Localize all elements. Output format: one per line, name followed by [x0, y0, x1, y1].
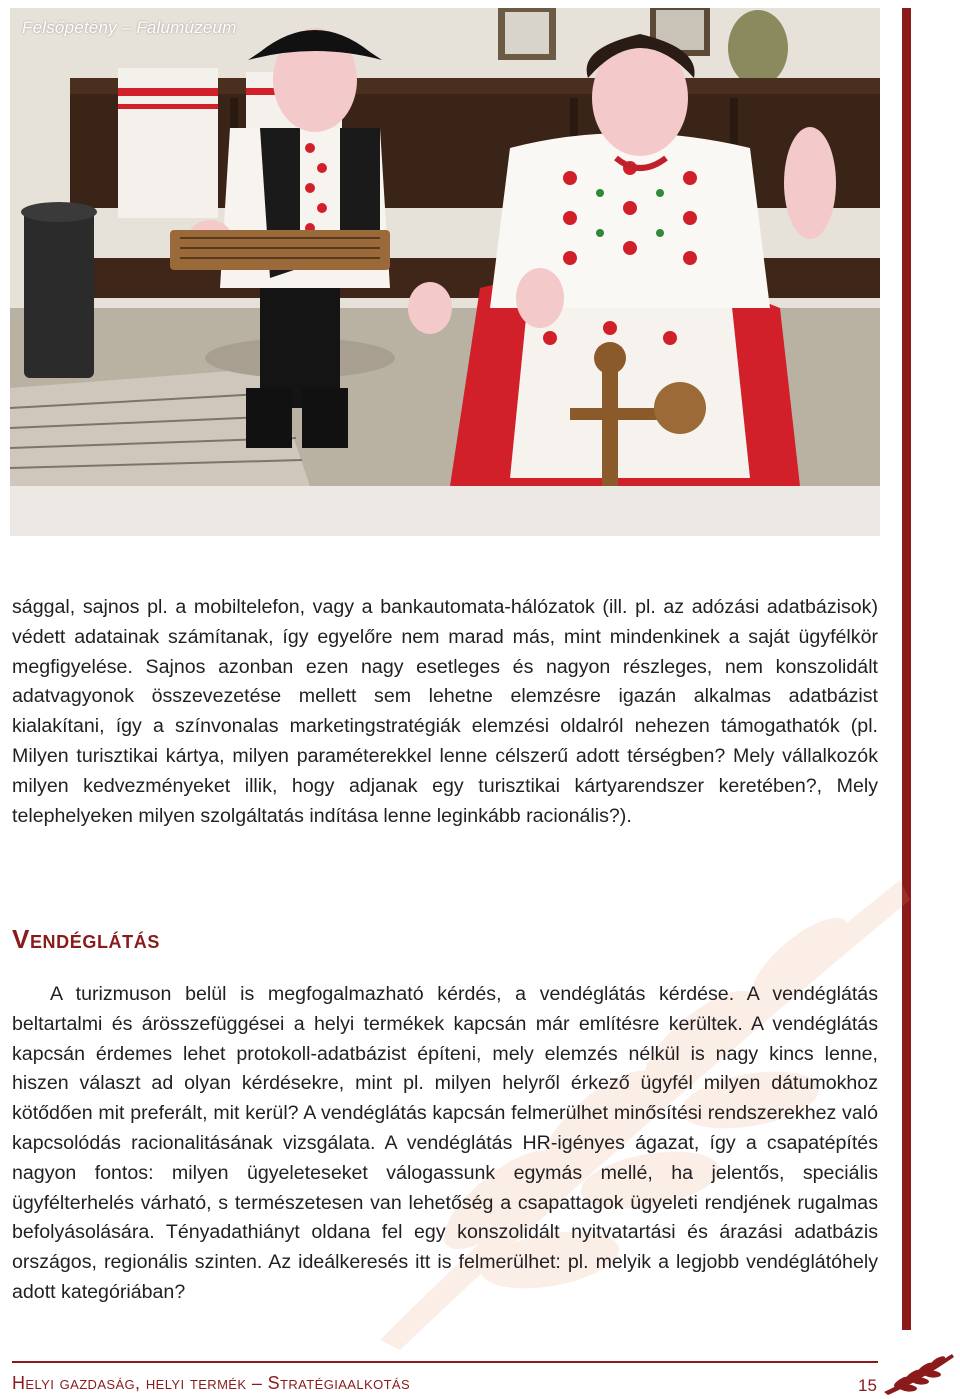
paragraph-continuation: sággal, sajnos pl. a mobiltelefon, vagy a bankautomata-hálózatok (ill. pl. az adózási adatbázisok) védett adatainak számítanak, így egyelőre nem marad más, mint mindenkinek a saját ügyfélkör megfigyelése. Sajnos azonban ezen nagy esetleges és nagyon részleges, nem konszolidált adatvagyonok összevezetése mellett sem lehetne elemzésre igazán alkalmas adatbázist kialakítani, így a színvonalas marketingstratégiák elemzési oldalról nehezen támogathatók (pl. Milyen turisztikai kártya, milyen paraméterekkel lenne célszerű adott térségben? Mely vállalkozók milyen kedvezményeket illik, hogy adjanak egy turisztikai kártyarendszer keretében?, Mely telephelyeken milyen szolgáltatás indítása lenne leginkább racionális?). — [12, 596, 878, 827]
photo-frame — [10, 8, 880, 536]
page-number: 15 — [858, 1376, 877, 1395]
footer-rule — [12, 1361, 878, 1363]
paragraph-vendeglatas: A turizmuson belül is megfogalmazható kérdés, a vendéglátás kérdése. A vendéglátás beltartalmi és árösszefüggései a helyi termékek kapcsán már említésre kerültek. A vendéglátás kapcsán érdemes lehet protokoll-adatbázist építeni, mely elemzés nélkül is nagy kincs lenne, hiszen választ ad olyan kérdésekre, mint pl. milyen helyről érkező ügyfél milyen dátumokhoz kötődően mit preferált, mit kerül? A vendéglátás kapcsán felmerülhet minősítési rendszerekhez való kapcsolódás racionalitásának vizsgálata. A vendéglátás HR-igényes ágazat, így a csapatépítés nagyon fontos: milyen ügyeleteseket válogassunk egymás mellé, ha jelentős, speciális ügyfélterhelés várható, s természetesen van lehetőség a csapattagok ügyeleti rendjének rugalmas befolyásolására. Tényadathiányt oldana fel egy konszolidált nyitvatartási és árazási adatbázis országos, regionális szinten. Az ideálkeresés itt is felmerülhet: pl. melyik a legjobb vendéglátóhely adott kategóriában? — [12, 983, 878, 1303]
museum-photo — [10, 8, 880, 486]
museum-photo-illustration — [10, 8, 880, 486]
photo-caption: Felsőpetény – Falumúzeum — [22, 18, 237, 37]
section-heading: Vendéglátás — [12, 924, 160, 954]
wheat-ear-logo-icon — [880, 1348, 956, 1396]
footer-title: Helyi gazdaság, helyi termék – Stratégiaalkotás — [12, 1373, 411, 1393]
